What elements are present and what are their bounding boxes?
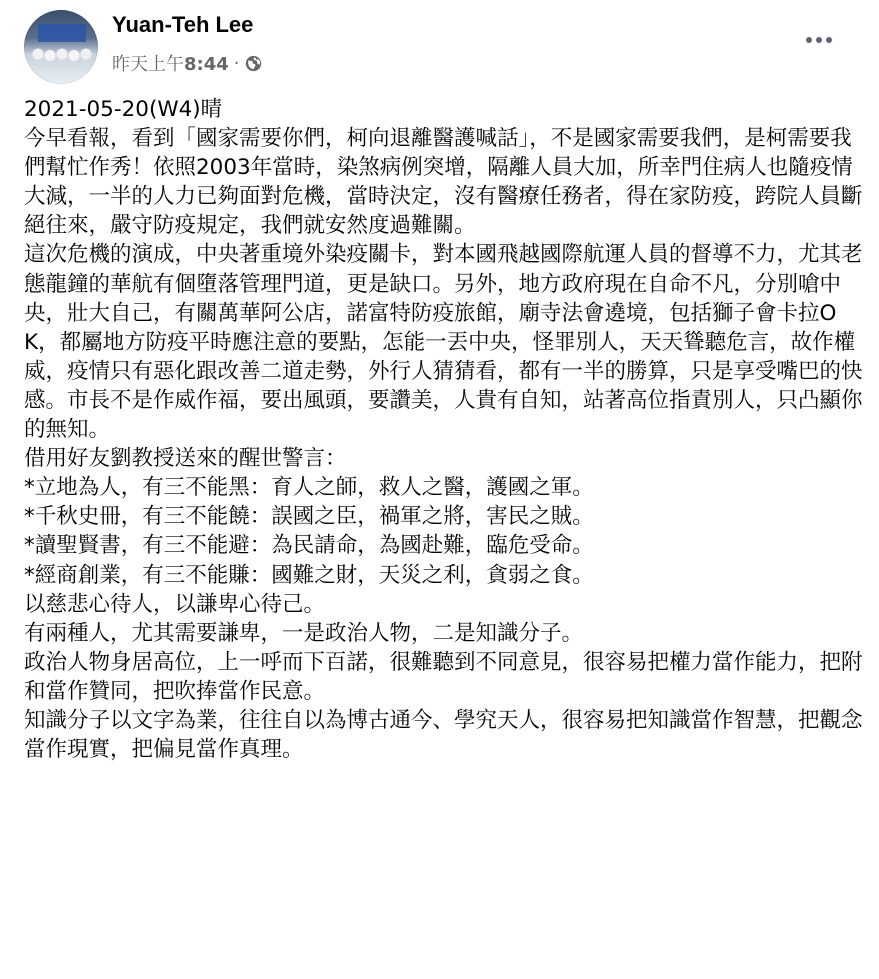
- post-paragraph: 借用好友劉教授送來的醒世警言：: [24, 446, 347, 472]
- post-body: [24, 95, 864, 764]
- author-name[interactable]: Yuan-Teh Lee: [112, 12, 254, 37]
- post-paragraph: 這次危機的演成，中央著重境外染疫關卡，對本國飛越國際航運人員的督導不力，尤其老態龍鐘的華航有個墮落管理門道，更是缺口。另外，地方政府現在自命不凡，分別嗆中央，壯大自己，有關萬華阿公店，諾富特防疫旅館，廟寺法會遶境，包括獅子會卡拉OK，都屬地方防疫平時應注意的要點，怎能一丟中央，怪罪別人，天天聳聽危言，故作權威，疫情只有惡化跟改善二道走勢，外行人猜猜看，都有一半的勝算，只是享受嘴巴的快感。市長不是作威作福，要出風頭，要讚美，人貴有自知，站著高位指責別人，只凸顯你的無知。: [24, 242, 863, 443]
- post-paragraph: 今早看報，看到「國家需要你們，柯向退離醫護喊話」，不是國家需要我們，是柯需要我們幫忙作秀！依照2003年當時，染煞病例突增，隔離人員大加，所幸門住病人也隨疫情大減，一半的人力已夠面對危機，當時決定，沒有醫療任務者，得在家防疫，跨院人員斷絕往來，嚴守防疫規定，我們就安然度過難關。: [24, 126, 863, 239]
- meta-separator: ·: [233, 52, 240, 74]
- more-dot: [816, 37, 822, 43]
- avatar-photo-people: [32, 48, 92, 78]
- more-dot: [826, 37, 832, 43]
- post-meta: [112, 50, 262, 76]
- post-paragraph: 有兩種人，尤其需要謙卑，一是政治人物，二是知識分子。: [24, 620, 584, 646]
- more-options-button[interactable]: [799, 28, 839, 52]
- post-date-line: 2021-05-20(W4)晴: [24, 97, 223, 122]
- avatar[interactable]: [24, 10, 98, 84]
- post-paragraph: 知識分子以文字為業，往往自以為博古通今、學究天人，很容易把知識當作智慧，把觀念當作現實，把偏見當作真理。: [24, 707, 863, 763]
- post-paragraph: 政治人物身居高位，上一呼而下百諾，很難聽到不同意見，很容易把權力當作能力，把附和當作贊同，把吹捧當作民意。: [24, 649, 863, 704]
- quote-line: *立地為人，有三不能黑：育人之師，救人之醫，護國之軍。: [24, 475, 594, 501]
- quote-line: *經商創業，有三不能賺：國難之財，天災之利，貪弱之食。: [24, 562, 594, 588]
- post-header: [0, 0, 879, 90]
- quote-line: *讀聖賢書，有三不能避：為民請命，為國赴難，臨危受命。: [24, 533, 594, 559]
- post-timestamp[interactable]: [112, 50, 229, 76]
- time-prefix: 昨天上午: [112, 54, 184, 75]
- globe-icon[interactable]: [245, 55, 262, 72]
- time-value: 8:44: [184, 54, 229, 75]
- quote-line: *千秋史冊，有三不能饒：誤國之臣，禍軍之將，害民之賊。: [24, 504, 594, 530]
- post-paragraph: 以慈悲心待人，以謙卑心待己。: [24, 591, 326, 617]
- avatar-photo-banner: [38, 24, 86, 42]
- more-dot: [806, 37, 812, 43]
